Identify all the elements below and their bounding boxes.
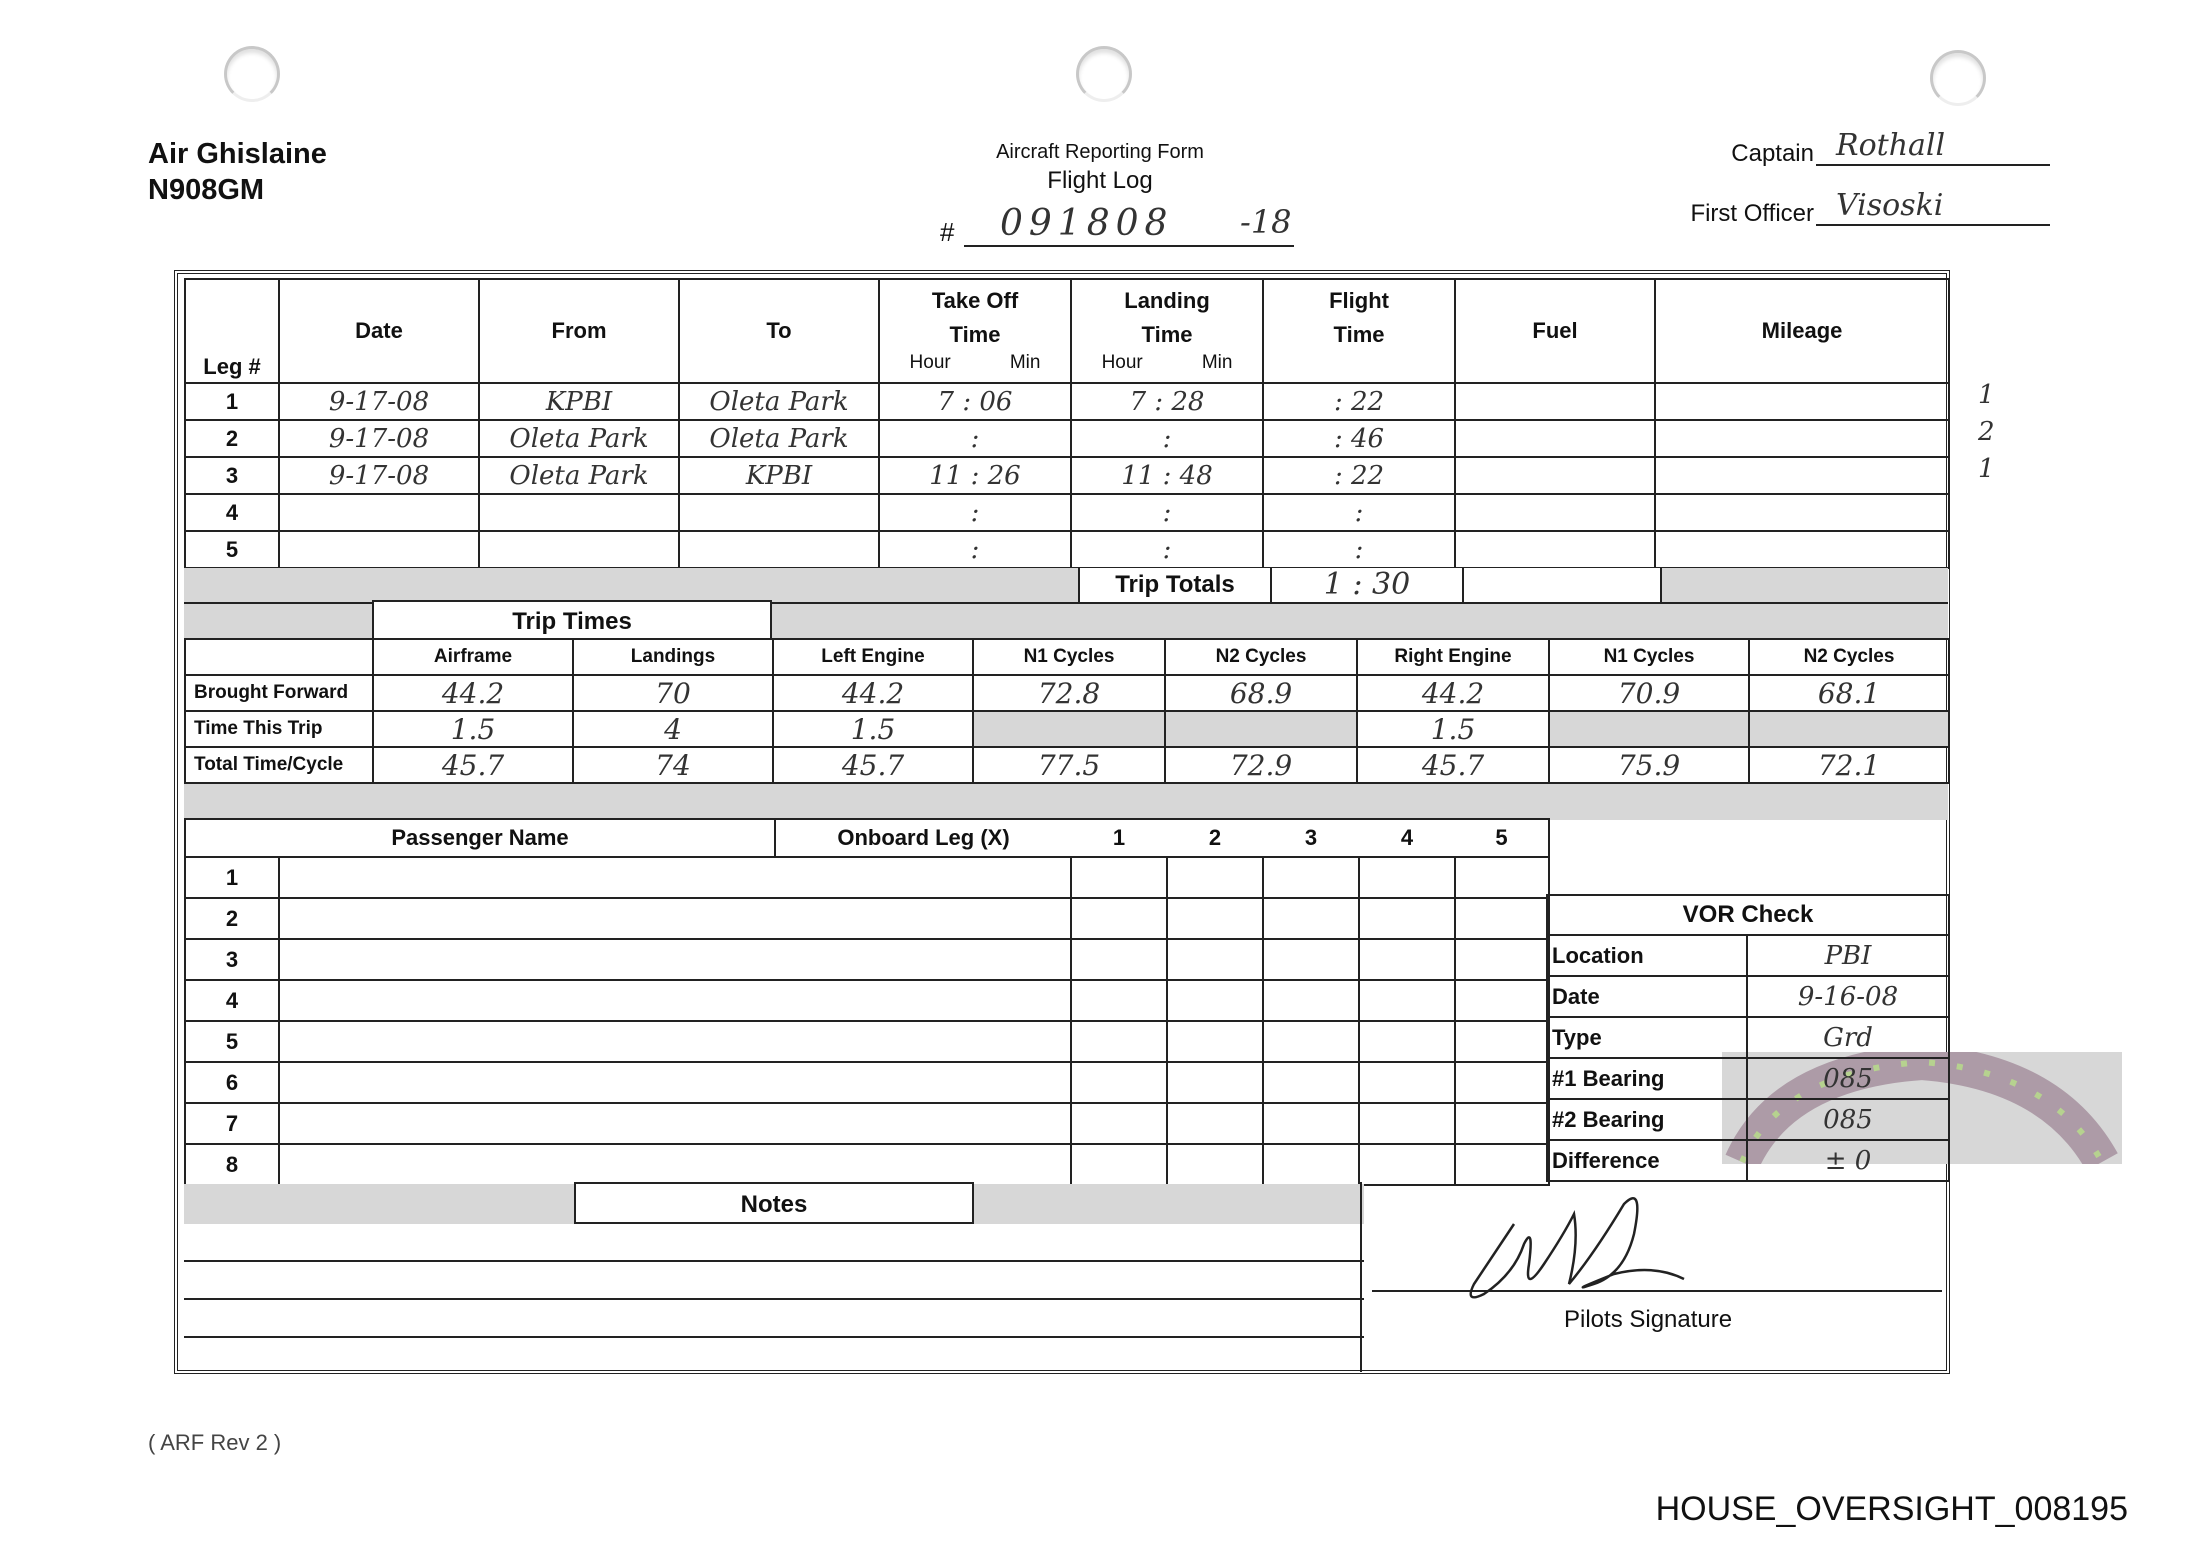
trip-times-value[interactable]: 68.1 <box>1749 675 1949 711</box>
onboard-leg-cell[interactable] <box>1167 980 1263 1021</box>
leg-number: 3 <box>185 457 279 494</box>
passenger-row-number: 5 <box>185 1021 279 1062</box>
passenger-row-number: 3 <box>185 939 279 980</box>
onboard-leg-cell[interactable] <box>1455 1021 1549 1062</box>
vor-row-value[interactable]: ± 0 <box>1747 1140 1949 1181</box>
onboard-leg-cell[interactable] <box>1167 898 1263 939</box>
passenger-name-cell[interactable] <box>279 1021 1071 1062</box>
passenger-row-number: 8 <box>185 1144 279 1185</box>
onboard-leg-cell[interactable] <box>1263 1103 1359 1144</box>
trip-times-value[interactable]: 44.2 <box>373 675 573 711</box>
trip-times-value[interactable]: 68.9 <box>1165 675 1357 711</box>
leg-row <box>185 531 1949 568</box>
vor-row-value[interactable]: Grd <box>1747 1017 1949 1058</box>
onboard-leg-cell[interactable] <box>1167 939 1263 980</box>
trip-times-value[interactable]: 1.5 <box>1357 711 1549 747</box>
onboard-leg-cell[interactable] <box>1455 857 1549 898</box>
leg-mileage[interactable] <box>1655 457 1949 494</box>
trip-times-row-label: Brought Forward <box>185 675 373 711</box>
landing-hour-label: Hour <box>1101 352 1143 373</box>
onboard-leg-cell[interactable] <box>1167 1103 1263 1144</box>
leg-mileage[interactable] <box>1655 420 1949 457</box>
leg-landing[interactable]: : <box>1071 531 1263 568</box>
passenger-row-number: 7 <box>185 1103 279 1144</box>
trip-times-value[interactable] <box>1749 711 1949 747</box>
trip-times-value[interactable]: 74 <box>573 747 773 783</box>
trip-times-col: Airframe <box>373 639 573 675</box>
leg-row <box>185 420 1949 457</box>
vor-row-label: Difference <box>1547 1140 1747 1181</box>
trip-times-value[interactable]: 72.1 <box>1749 747 1949 783</box>
form-revision: ( ARF Rev 2 ) <box>148 1430 282 1455</box>
trip-times-value[interactable] <box>1165 711 1357 747</box>
onboard-leg-cell[interactable] <box>1071 980 1167 1021</box>
onboard-leg-cell[interactable] <box>1263 898 1359 939</box>
trip-times-value[interactable]: 45.7 <box>773 747 973 783</box>
log-number-suffix: -18 <box>1240 203 1292 241</box>
vor-row <box>1547 1017 1949 1058</box>
leg-mileage[interactable] <box>1655 494 1949 531</box>
legs-table <box>184 278 1950 569</box>
leg-mileage[interactable] <box>1655 383 1949 420</box>
col-mileage: Mileage <box>1655 279 1949 383</box>
passenger-row <box>185 1144 1549 1185</box>
leg-flight-time[interactable]: : <box>1263 494 1455 531</box>
punch-hole-center <box>1076 46 1132 102</box>
passenger-table <box>184 818 1550 1186</box>
vor-row-label: #2 Bearing <box>1547 1099 1747 1140</box>
leg-date[interactable] <box>279 494 479 531</box>
captain-value[interactable]: Rothall <box>1816 128 2050 166</box>
onboard-leg-cell[interactable] <box>1167 857 1263 898</box>
trip-times-col: N2 Cycles <box>1165 639 1357 675</box>
trip-totals-label: Trip Totals <box>1078 568 1270 602</box>
onboard-leg-cell[interactable] <box>1455 898 1549 939</box>
onboard-leg-cell[interactable] <box>1455 1144 1549 1185</box>
leg-flight-time[interactable]: : 46 <box>1263 420 1455 457</box>
trip-times-row <box>185 711 1949 747</box>
legs-header-row <box>185 279 1949 383</box>
col-date: Date <box>279 279 479 383</box>
vor-row-label: #1 Bearing <box>1547 1058 1747 1099</box>
trip-times-row-label: Total Time/Cycle <box>185 747 373 783</box>
trip-times-value[interactable] <box>973 711 1165 747</box>
onboard-leg-col: 5 <box>1455 819 1549 857</box>
passenger-row <box>185 1103 1549 1144</box>
leg-fuel[interactable] <box>1455 420 1655 457</box>
leg-number: 4 <box>185 494 279 531</box>
captain-row <box>1630 128 2050 188</box>
trip-times-header-row <box>185 639 1949 675</box>
trip-times-value[interactable]: 70 <box>573 675 773 711</box>
document-id: HOUSE_OVERSIGHT_008195 <box>1655 1490 2128 1528</box>
leg-landing[interactable]: 11 : 48 <box>1071 457 1263 494</box>
vor-row <box>1547 1099 1949 1140</box>
leg-to[interactable] <box>679 494 879 531</box>
passenger-name-cell[interactable] <box>279 980 1071 1021</box>
onboard-leg-cell[interactable] <box>1455 980 1549 1021</box>
trip-times-value[interactable]: 45.7 <box>1357 747 1549 783</box>
trip-times-value[interactable]: 72.8 <box>973 675 1165 711</box>
trip-times-corner <box>185 639 373 675</box>
log-number-value: 091808 <box>1000 203 1174 244</box>
trip-times-col: Left Engine <box>773 639 973 675</box>
onboard-leg-cell[interactable] <box>1455 939 1549 980</box>
vor-row-label: Type <box>1547 1017 1747 1058</box>
leg-to[interactable]: KPBI <box>679 457 879 494</box>
signature-line <box>1372 1290 1942 1292</box>
trip-times-value[interactable]: 4 <box>573 711 773 747</box>
passenger-name-cell[interactable] <box>279 1062 1071 1103</box>
passenger-row-number: 6 <box>185 1062 279 1103</box>
vor-table <box>1546 894 1950 1182</box>
leg-row <box>185 494 1949 531</box>
col-takeoff <box>879 279 1071 383</box>
onboard-leg-cell[interactable] <box>1167 1062 1263 1103</box>
passenger-row <box>185 1021 1549 1062</box>
signature-box[interactable] <box>1364 1182 1948 1372</box>
trip-times-col: N1 Cycles <box>973 639 1165 675</box>
onboard-leg-cell[interactable] <box>1263 1062 1359 1103</box>
onboard-leg-cell[interactable] <box>1359 1062 1455 1103</box>
trip-times-value[interactable]: 70.9 <box>1549 675 1749 711</box>
passenger-name-header: Passenger Name <box>185 819 775 857</box>
leg-landing[interactable]: : <box>1071 494 1263 531</box>
passenger-row <box>185 1062 1549 1103</box>
log-number-line <box>964 245 1294 247</box>
leg-from[interactable]: KPBI <box>479 383 679 420</box>
trip-times-value[interactable]: 1.5 <box>373 711 573 747</box>
leg-number: 2 <box>185 420 279 457</box>
leg-takeoff[interactable]: : <box>879 531 1071 568</box>
vor-row <box>1547 1058 1949 1099</box>
leg-fuel[interactable] <box>1455 494 1655 531</box>
first-officer-value[interactable]: Visoski <box>1816 188 2050 226</box>
vor-row-value[interactable]: PBI <box>1747 935 1949 976</box>
leg-landing[interactable]: 7 : 28 <box>1071 383 1263 420</box>
trip-times-value[interactable]: 72.9 <box>1165 747 1357 783</box>
first-officer-row <box>1630 188 2050 248</box>
onboard-leg-cell[interactable] <box>1359 980 1455 1021</box>
trip-totals-fuel[interactable] <box>1462 568 1662 602</box>
trip-times-col: Landings <box>573 639 773 675</box>
leg-fuel[interactable] <box>1455 457 1655 494</box>
flight-log-form <box>174 270 1950 1374</box>
crew-block <box>1630 128 2050 248</box>
leg-takeoff[interactable]: 11 : 26 <box>879 457 1071 494</box>
onboard-leg-cell[interactable] <box>1071 1021 1167 1062</box>
trip-times-row-label: Time This Trip <box>185 711 373 747</box>
passenger-row <box>185 980 1549 1021</box>
col-to: To <box>679 279 879 383</box>
notes-divider <box>1360 1182 1362 1372</box>
onboard-leg-cell[interactable] <box>1071 1062 1167 1103</box>
onboard-leg-cell[interactable] <box>1359 939 1455 980</box>
leg-margin-note: 1 <box>1978 380 1995 410</box>
log-number-label: # <box>940 217 955 247</box>
passenger-name-cell[interactable] <box>279 898 1071 939</box>
trip-totals-strip <box>184 568 1948 604</box>
onboard-leg-cell[interactable] <box>1167 1021 1263 1062</box>
trip-times-table <box>184 638 1950 784</box>
signature-label: Pilots Signature <box>1564 1306 1733 1333</box>
col-landing <box>1071 279 1263 383</box>
col-from: From <box>479 279 679 383</box>
col-fuel: Fuel <box>1455 279 1655 383</box>
captain-label: Captain <box>1731 140 1814 167</box>
col-leg: Leg # <box>185 279 279 383</box>
trip-times-value[interactable] <box>1549 711 1749 747</box>
onboard-leg-cell[interactable] <box>1071 857 1167 898</box>
notes-lines[interactable] <box>184 1222 1364 1370</box>
leg-to[interactable] <box>679 531 879 568</box>
onboard-leg-cell[interactable] <box>1263 1144 1359 1185</box>
leg-row <box>185 383 1949 420</box>
onboard-leg-cell[interactable] <box>1167 1144 1263 1185</box>
company-block <box>148 136 327 208</box>
col-takeoff-label: Take Off Time <box>931 288 1019 347</box>
leg-takeoff[interactable]: 7 : 06 <box>879 383 1071 420</box>
vor-row <box>1547 976 1949 1017</box>
trip-times-row <box>185 675 1949 711</box>
vor-row-label: Location <box>1547 935 1747 976</box>
leg-flight-time[interactable]: : <box>1263 531 1455 568</box>
passenger-row-number: 2 <box>185 898 279 939</box>
trip-times-value[interactable]: 44.2 <box>1357 675 1549 711</box>
onboard-leg-cell[interactable] <box>1071 898 1167 939</box>
trip-times-col: N1 Cycles <box>1549 639 1749 675</box>
form-title: Aircraft Reporting Form <box>996 141 1204 163</box>
onboard-leg-cell[interactable] <box>1263 1021 1359 1062</box>
takeoff-hour-label: Hour <box>909 352 951 373</box>
leg-margin-note: 2 <box>1978 417 1995 447</box>
vor-row <box>1547 935 1949 976</box>
leg-date[interactable]: 9-17-08 <box>279 457 479 494</box>
notes-title: Notes <box>574 1182 974 1224</box>
passenger-name-cell[interactable] <box>279 1103 1071 1144</box>
onboard-leg-header: Onboard Leg (X) <box>775 819 1071 857</box>
onboard-leg-cell[interactable] <box>1071 1103 1167 1144</box>
leg-mileage[interactable] <box>1655 531 1949 568</box>
trip-times-title: Trip Times <box>372 600 772 640</box>
leg-landing[interactable]: : <box>1071 420 1263 457</box>
onboard-leg-col: 4 <box>1359 819 1455 857</box>
punch-hole-left <box>224 46 280 102</box>
trip-times-value[interactable]: 45.7 <box>373 747 573 783</box>
onboard-leg-cell[interactable] <box>1071 939 1167 980</box>
onboard-leg-col: 2 <box>1167 819 1263 857</box>
punch-hole-right <box>1930 50 1986 106</box>
onboard-leg-cell[interactable] <box>1263 939 1359 980</box>
vor-row-value[interactable]: 085 <box>1747 1058 1949 1099</box>
passenger-row <box>185 857 1549 898</box>
onboard-leg-cell[interactable] <box>1455 1103 1549 1144</box>
takeoff-min-label: Min <box>1009 352 1041 373</box>
onboard-leg-col: 1 <box>1071 819 1167 857</box>
company-name: Air Ghislaine <box>148 138 327 170</box>
trip-times-col: Right Engine <box>1357 639 1549 675</box>
leg-date[interactable] <box>279 531 479 568</box>
vor-title: VOR Check <box>1547 895 1949 935</box>
leg-to[interactable]: Oleta Park <box>679 420 879 457</box>
onboard-leg-cell[interactable] <box>1359 1144 1455 1185</box>
passenger-row-number: 1 <box>185 857 279 898</box>
passenger-row-number: 4 <box>185 980 279 1021</box>
leg-flight-time[interactable]: : 22 <box>1263 457 1455 494</box>
passenger-row <box>185 939 1549 980</box>
leg-takeoff[interactable]: : <box>879 420 1071 457</box>
leg-fuel[interactable] <box>1455 383 1655 420</box>
onboard-leg-cell[interactable] <box>1359 857 1455 898</box>
leg-from[interactable]: Oleta Park <box>479 420 679 457</box>
pilot-signature-image <box>1454 1184 1714 1314</box>
trip-totals-value[interactable]: 1 : 30 <box>1270 568 1462 602</box>
tail-number: N908GM <box>148 174 265 206</box>
vor-row <box>1547 1140 1949 1181</box>
vor-header-row <box>1547 895 1949 935</box>
landing-min-label: Min <box>1201 352 1233 373</box>
col-flight-time: Flight Time <box>1263 279 1455 383</box>
form-subtitle: Flight Log <box>1047 167 1153 194</box>
leg-from[interactable] <box>479 531 679 568</box>
form-heading <box>930 138 1270 196</box>
passenger-name-cell[interactable] <box>279 857 1071 898</box>
passenger-header-row <box>185 819 1549 857</box>
vor-row-label: Date <box>1547 976 1747 1017</box>
leg-flight-time[interactable]: : 22 <box>1263 383 1455 420</box>
leg-takeoff[interactable]: : <box>879 494 1071 531</box>
separator-band <box>184 784 1948 820</box>
passenger-name-cell[interactable] <box>279 939 1071 980</box>
onboard-leg-cell[interactable] <box>1263 857 1359 898</box>
vor-row-value[interactable]: 085 <box>1747 1099 1949 1140</box>
col-landing-label: Landing Time <box>1124 288 1210 347</box>
onboard-leg-cell[interactable] <box>1263 980 1359 1021</box>
leg-number: 5 <box>185 531 279 568</box>
onboard-leg-cell[interactable] <box>1455 1062 1549 1103</box>
trip-times-row <box>185 747 1949 783</box>
trip-times-value[interactable]: 77.5 <box>973 747 1165 783</box>
onboard-leg-col: 3 <box>1263 819 1359 857</box>
passenger-row <box>185 898 1549 939</box>
passenger-name-cell[interactable] <box>279 1144 1071 1185</box>
trip-times-value[interactable]: 75.9 <box>1549 747 1749 783</box>
leg-margin-note: 1 <box>1978 454 1995 484</box>
vor-row-value[interactable]: 9-16-08 <box>1747 976 1949 1017</box>
trip-times-col: N2 Cycles <box>1749 639 1949 675</box>
trip-times-value[interactable]: 1.5 <box>773 711 973 747</box>
leg-row <box>185 457 1949 494</box>
onboard-leg-cell[interactable] <box>1359 898 1455 939</box>
leg-date[interactable]: 9-17-08 <box>279 383 479 420</box>
onboard-leg-cell[interactable] <box>1359 1021 1455 1062</box>
trip-times-value[interactable]: 44.2 <box>773 675 973 711</box>
leg-from[interactable] <box>479 494 679 531</box>
leg-number: 1 <box>185 383 279 420</box>
leg-to[interactable]: Oleta Park <box>679 383 879 420</box>
first-officer-label: First Officer <box>1690 200 1814 227</box>
onboard-leg-cell[interactable] <box>1359 1103 1455 1144</box>
leg-date[interactable]: 9-17-08 <box>279 420 479 457</box>
leg-from[interactable]: Oleta Park <box>479 457 679 494</box>
leg-fuel[interactable] <box>1455 531 1655 568</box>
onboard-leg-cell[interactable] <box>1071 1144 1167 1185</box>
